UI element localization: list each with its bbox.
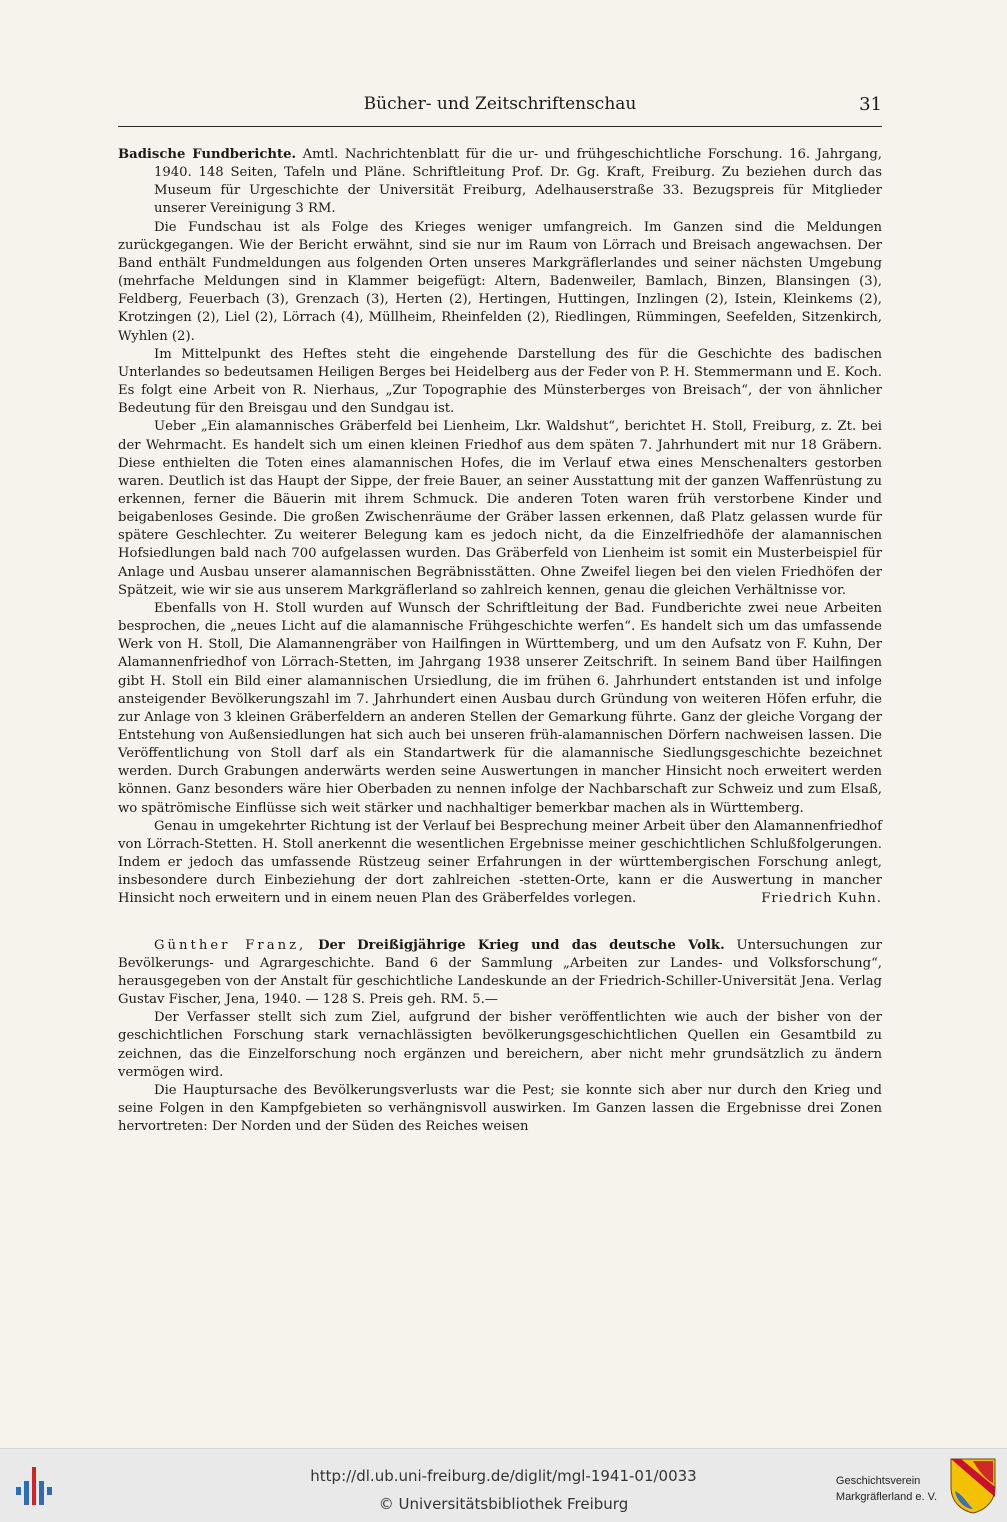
paragraph: Ueber „Ein alamannisches Gräberfeld bei Lienheim, Lkr. Waldshut“, berichtet H. Stoll, Freiburg, z. Zt. bei der Wehrmacht. Es handelt sich um einen kleinen Friedhof aus dem späten 7. Jahrhundert mit nur 18 Gräbern. Diese enthielten die Toten eines alamannischen Hofes, die im Verlauf etwa eines Menschenalters gestorben waren. Deutlich ist das Haupt der Sippe, der freie Bauer, an seiner Ausstattung mit der ganzen Waffenrüstung zu erkennen, ferner die Bäuerin mit ihrem Schmuck. Die anderen Toten waren früh verstorbene Kinder und beigabenloses Gesinde. Die großen Zwischenräume der Gräber lassen erkennen, daß Platz gelassen wurde für spätere Geschlechter. Zu weiterer Belegung kam es jedoch nicht, da die Einzelfriedhöfe der alamannischen Hofsiedlungen bald nach 700 aufgelassen wurden. Das Gräberfeld von Lienheim ist somit ein Musterbeispiel für Anlage und Ausbau unserer alamannischen Begräbnisstätten. Ohne Zweifel liegen bei den vielen Friedhöfen der Spätzeit, wie wir sie aus unserem Markgräflerland so zahlreich kennen, genau die gleichen Verhältnisse vor. bbox=[118, 419, 882, 598]
paragraph: Im Mittelpunkt des Heftes steht die eingehende Darstellung des für die Geschichte des badischen Unterlandes so bedeutsamen Heiligen Berges bei Heidelberg aus der Feder von P. H. Stemmermann und E. Koch. Es folgt eine Arbeit von R. Nierhaus, „Zur Topographie des Münsterberges von Breisach“, der von ähnlicher Bedeutung für den Breisgau und den Sundgau ist. bbox=[118, 346, 882, 417]
paragraph: Die Hauptursache des Bevölkerungsverlusts war die Pest; sie konnte sich aber nur durch den Krieg und seine Folgen in den Kampfgebieten so verhängnisvoll auswirken. Im Ganzen lassen die Ergebnisse drei Zonen hervortreten: Der Norden und der Süden des Reiches weisen bbox=[118, 1082, 882, 1135]
citation-text: Untersuchungen zur Bevölkerungs- und Agrargeschichte. Band 6 der Sammlung „Arbeiten zur Landes- und Volksforschung“, herausgegeben von der Anstalt für geschichtliche Landeskunde an der Friedrich-Schiller-Universität Jena. Verlag Gustav Fischer, Jena, 1940. — 128 S. Preis geh. RM. 5.— bbox=[118, 937, 882, 1008]
society-line: Markgräflerland e. V. bbox=[835, 1491, 937, 1503]
paragraph-with-signature bbox=[118, 818, 882, 909]
review-lead-title: Badische Fundberichte. bbox=[118, 147, 297, 162]
viewer-footer bbox=[0, 1448, 1007, 1522]
citation-text: Amtl. Nachrichtenblatt für die ur- und frühgeschichtliche Forschung. 16. Jahrgang, 1940. 148 Seiten, Tafeln und Pläne. Schriftleitung Prof. Dr. Gg. Kraft, Freiburg. Zu beziehen durch das Museum für Urgeschichte der Universität Freiburg, Adelhauserstraße 33. Bezugspreis für Mitglieder unserer Vereinigung 3 RM. bbox=[154, 147, 882, 217]
review-badische-fundberichte-citation bbox=[118, 146, 882, 219]
page-number: 31 bbox=[859, 94, 882, 115]
paragraph: Die Fundschau ist als Folge des Krieges weniger umfangreich. Im Ganzen sind die Meldungen zurückgegangen. Wie der Bericht erwähnt, sind sie nur im Raum von Lörrach und Breisach angewachsen. Der Band enthält Fundmeldungen aus folgenden Orten unseres Markgräflerlandes und seiner nächsten Umgebung (mehrfache Meldungen sind in Klammer beigefügt: Altern, Badenweiler, Bamlach, Binzen, Blansingen (3), Feldberg, Feuerbach (3), Grenzach (3), Herten (2), Hertingen, Huttingen, Inzlingen (2), Istein, Kleinkems (2), Krotzingen (2), Liel (2), Lörrach (4), Müllheim, Rheinfelden (2), Riedlingen, Rümmingen, Seefelden, Sitzenkirch, Wyhlen (2). bbox=[118, 219, 882, 344]
paragraph: Der Verfasser stellt sich zum Ziel, aufgrund der bisher veröffentlichten wie auch der bisher von der geschichtlichen Forschung stark vernachlässigten bevölkerungsgeschichtlichen Quellen ein Gesamtbild zu zeichnen, das die Einzelforschung noch ergänzen und bereichern, aber nicht mehr grundsätzlich zu ändern vermögen wird. bbox=[118, 1010, 882, 1080]
society-name bbox=[836, 1473, 937, 1505]
reviewer-signature: Friedrich Kuhn. bbox=[761, 891, 882, 907]
paragraph-text: Genau in umgekehrter Richtung ist der Verlauf bei Besprechung meiner Arbeit über den Alamannenfriedhof von Lörrach-Stetten. H. Stoll anerkennt die wesentlichen Ergebnisse meiner geschichtlichen Schlußfolgerungen. Indem er jedoch das umfassende Rüstzeug seiner Erfahrungen in der württembergischen Forschung anlegt, insbesondere durch Einbeziehung der dort zahlreichen -stetten-Orte, kann er die Auswertung in mancher Hinsicht noch erweitern und in einem neuen Plan des Gräberfeldes vorlegen. bbox=[118, 818, 882, 907]
society-line: Geschichtsverein bbox=[835, 1475, 921, 1487]
running-header bbox=[118, 94, 882, 120]
paragraph: Ebenfalls von H. Stoll wurden auf Wunsch der Schriftleitung der Bad. Fundberichte zwei neue Arbeiten besprochen, die „neues Licht auf die alamannische Frühgeschichte werfen“. Es handelt sich um das umfassende Werk von H. Stoll, Die Alamannengräber von Hailfingen in Württemberg, und um den Aufsatz von F. Kuhn, Der Alamannenfriedhof von Lörrach-Stetten, im Jahrgang 1938 unserer Zeitschrift. In seinem Band über Hailfingen gibt H. Stoll ein Bild einer alamannischen Ursiedlung, die im frühen 6. Jahrhundert entstanden ist und infolge ansteigender Bevölkerungszahl im 7. Jahrhundert einen Ausbau durch Gründung von weiteren Höfen erfuhr, die zur Anlage von 3 kleinen Gräberfeldern an anderen Stellen der Gemarkung führte. Ganz der gleiche Vorgang der Entstehung von Außensiedlungen hat sich auch bei unseren früh-alamannischen Dörfern nachweisen lassen. Die Veröffentlichung von Stoll darf als ein Standartwerk für die alamannische Siedlungsgeschichte bezeichnet werden. Durch Grabungen anderwärts werden seine Auswertungen in mancher Hinsicht noch erweitert werden können. Ganz besonders wäre hier Oberbaden zu nennen infolge der Nachbarschaft zur Schweiz und zum Elsaß, wo spätrömische Einflüsse sich weit stärker und nachhaltiger bemerkbar machen als in Württemberg. bbox=[118, 600, 882, 816]
header-title: Bücher- und Zeitschriftenschau bbox=[363, 94, 637, 114]
body-text bbox=[118, 146, 882, 1136]
author-name: Günther Franz, bbox=[154, 937, 307, 953]
header-rule bbox=[118, 126, 882, 127]
copyright-notice: © Universitätsbibliothek Freiburg bbox=[378, 1495, 629, 1513]
coat-of-arms-icon bbox=[949, 1457, 997, 1515]
permalink-url[interactable]: http://dl.ub.uni-freiburg.de/diglit/mgl-1941-01/0033 bbox=[310, 1467, 697, 1485]
review-franz-citation bbox=[118, 937, 882, 1010]
book-title: Der Dreißigjährige Krieg und das deutsche Volk. bbox=[318, 937, 725, 953]
